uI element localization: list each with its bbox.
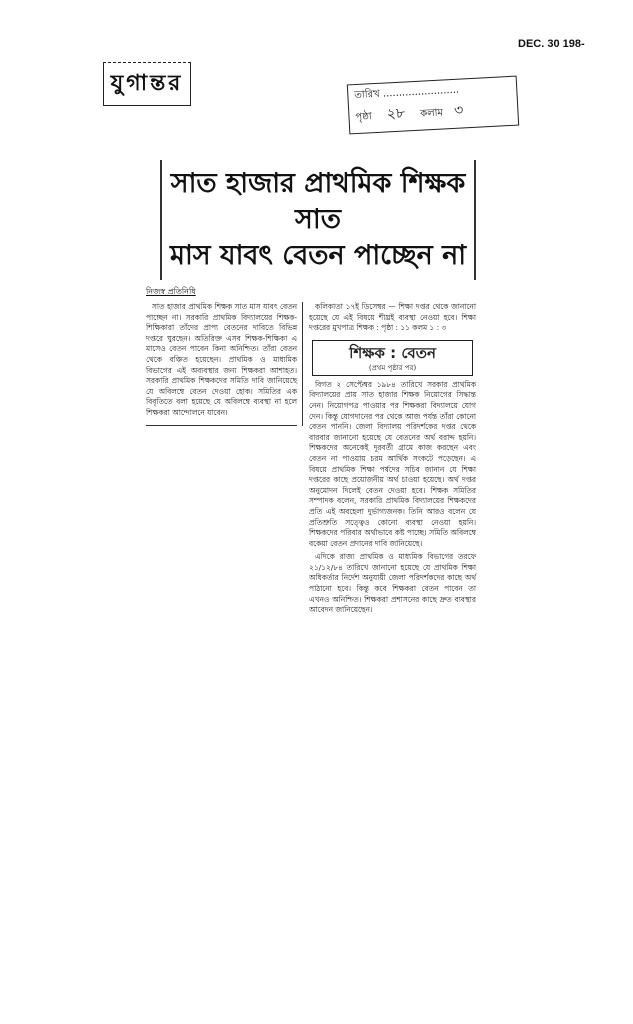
right-column <box>309 302 476 619</box>
continuation-title: শিক্ষক : বেতন <box>349 343 436 362</box>
headline-line-1: সাত হাজার প্রাথমিক শিক্ষক সাত <box>170 168 466 235</box>
headline <box>160 160 476 280</box>
continuation-subtitle: (প্রথম পৃষ্ঠার পর) <box>368 363 417 372</box>
stamp-date-label: তারিখ ........................ <box>354 84 460 102</box>
headline-line-2: মাস যাবৎ বেতন পাচ্ছেন না <box>169 240 467 271</box>
right-column-end: এদিকে রাজ্য প্রাথমিক ও মাধ্যমিক বিভাগের তরফে ২১/১২/৮৪ তারিখে জানানো হয়েছে যে প্রাথমিক শিক্ষা অধিকর্তার নির্দেশ অনুযায়ী জেলা পরিদর্শকদের কাছে অর্থ পাঠানো হবে। কিন্তু কবে শিক্ষকরা বেতন পাবেন তা এখনও অনিশ্চিত। শিক্ষকরা প্রশাসনের কাছে দ্রুত ব্যবস্থার আবেদন জানিয়েছেন। <box>309 552 476 615</box>
filing-stamp <box>347 76 519 135</box>
right-column-top-text: কলিকাতা ১৭ই ডিসেম্বর — শিক্ষা দপ্তর থেকে জানানো হয়েছে যে এই বিষয়ে শীঘ্রই ব্যবস্থা নেওয়া হবে। শিক্ষা দপ্তরের মুখপাত্র শিক্ষক : পৃষ্ঠা : ১১ কলম ১ : ৩ <box>309 302 476 333</box>
left-column-text: সাত হাজার প্রাথমিক শিক্ষক সাত মাস যাবৎ বেতন পাচ্ছেন না। সরকারি প্রাথমিক বিদ্যালয়ের শিক্ষক-শিক্ষিকারা তাঁদের প্রাপ্য বেতনের দাবিতে বিভিন্ন দপ্তরে ঘুরছেন। অতিরিক্ত এসব শিক্ষক-শিক্ষিকা এ মাসেও বেতন পাবেন কিনা অনিশ্চিত। তাঁরা বেতন থেকে বঞ্চিত হয়েছেন। প্রাথমিক ও মাধ্যমিক বিভাগের এই অব্যবস্থার জন্য শিক্ষকরা আশাহত। সরকারি প্রাথমিক শিক্ষকদের সমিতি দাবি জানিয়েছে যে অবিলম্বে বেতন দেওয়া হোক। সমিতির এক বিবৃতিতে বলা হয়েছে যে অবিলম্বে ব্যবস্থা না হলে শিক্ষকরা আন্দোলনে যাবেন। <box>146 302 298 417</box>
right-column-body: বিগত ২ সেপ্টেম্বর ১৯৮৪ তারিখে সরকার প্রাথমিক বিদ্যালয়ের প্রায় সাত হাজার শিক্ষক নিয়োগের সিদ্ধান্ত নেন। নিয়োগপত্র পাওয়ার পর শিক্ষকরা বিদ্যালয়ে যোগ দেন। কিন্তু যোগদানের পর থেকে আজ পর্যন্ত তাঁরা কোনো বেতন পাননি। জেলা বিদ্যালয় পরিদর্শকের দপ্তর থেকে বারবার জানানো হয়েছে যে বেতনের অর্থ বরাদ্দ হয়নি। শিক্ষকদের অনেকেই দূরবর্তী গ্রামে কাজ করছেন এবং বেতন না পাওয়ায় চরম আর্থিক সংকটে পড়েছেন। এ বিষয়ে প্রাথমিক শিক্ষা পর্ষদের সচিব জানান যে শিক্ষা দপ্তরের কাছে প্রয়োজনীয় অর্থ চাওয়া হয়েছে। অর্থ দপ্তর অনুমোদন দিলেই বেতন দেওয়া হবে। শিক্ষক সমিতির সম্পাদক বলেন, সরকারি প্রাথমিক বিদ্যালয়ের শিক্ষকদের প্রতি এই অবহেলা দুর্ভাগ্যজনক। তিনি আরও বলেন যে প্রতিশ্রুতি সত্ত্বেও কোনো ব্যবস্থা নেওয়া হয়নি। শিক্ষকদের পরিবার অর্থাভাবে কষ্ট পাচ্ছে। সমিতি অবিলম্বে বকেয়া বেতন প্রদানের দাবি জানিয়েছে। <box>309 379 476 548</box>
article-columns <box>146 302 476 619</box>
stamp-column-label: কলাম <box>419 107 444 120</box>
newspaper-masthead: যুগান্তর <box>103 62 191 106</box>
stamp-page-label: পৃষ্ঠা <box>355 111 373 124</box>
stamp-page-value: ২৮ <box>386 105 406 123</box>
date-stamp: DEC. 30 198- <box>518 38 585 50</box>
byline: নিজস্ব প্রতিনিধি <box>146 287 196 296</box>
article <box>146 160 476 619</box>
column-end-rule <box>146 425 297 426</box>
stamp-column-value: ৩ <box>453 102 464 119</box>
left-column <box>146 302 303 426</box>
continuation-box <box>312 340 473 376</box>
